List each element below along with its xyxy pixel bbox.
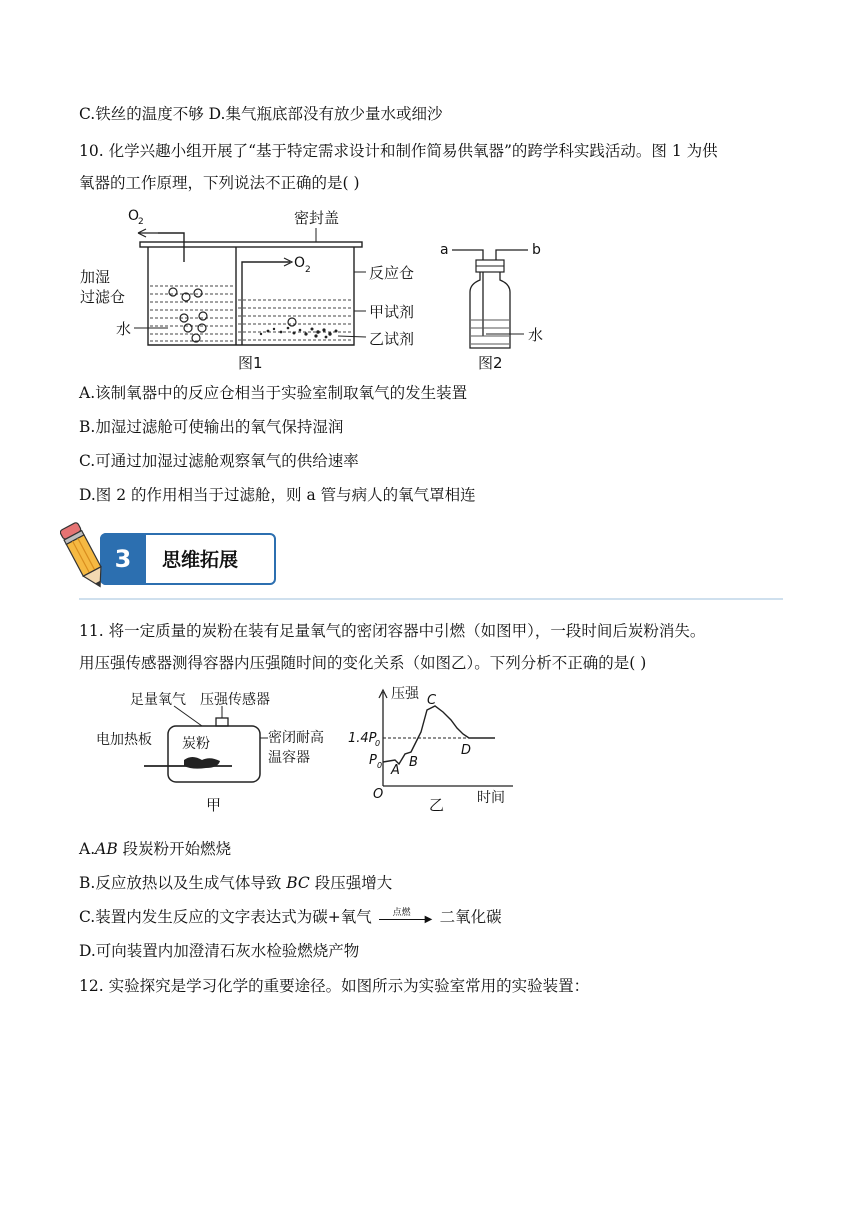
o2-inner-sub: 2	[305, 265, 311, 275]
tube-b-label: b	[532, 242, 541, 258]
q11-option-d: D.可向装置内加澄清石灰水检验燃烧产物	[79, 942, 360, 960]
o2-out-label: O	[128, 208, 140, 224]
tick-p0-sub: 0	[377, 761, 383, 770]
section-number: 3	[100, 533, 146, 585]
figure-1-caption: 图1	[238, 354, 263, 372]
q11-stem-line2: 用压强传感器测得容器内压强随时间的变化关系（如图乙）。下列分析不正确的是( )	[79, 654, 647, 672]
q12-stem: 12. 实验探究是学习化学的重要途径。如图所示为实验室常用的实验装置：	[79, 977, 590, 995]
q10-stem-line2: 氧器的工作原理，下列说法不正确的是( )	[79, 174, 360, 192]
reagent-a-label: 甲试剂	[369, 303, 415, 321]
point-d: D	[461, 743, 472, 758]
heater-label: 电加热板	[96, 732, 152, 748]
o2-inner-label: O	[294, 255, 306, 271]
container-label-1: 密闭耐高	[268, 730, 324, 746]
o2-out-sub: 2	[138, 217, 144, 227]
q11-option-c: C.装置内发生反应的文字表达式为碳+氧气 点燃 ▶ 二氧化碳	[79, 908, 502, 926]
section-divider	[79, 598, 783, 600]
q11-figure-jia	[92, 686, 342, 816]
reaction-chamber-label: 反应仓	[369, 264, 415, 282]
fig2-water-label: 水	[528, 326, 544, 344]
figure-jia-caption: 甲	[206, 796, 222, 814]
point-b: B	[409, 755, 418, 770]
carbon-label: 炭粉	[182, 736, 210, 752]
q11-stem-line1: 11. 将一定质量的炭粉在装有足量氧气的密闭容器中引燃（如图甲），一段时间后炭粉消失。	[79, 622, 706, 640]
q11-figure-yi	[345, 686, 525, 816]
figure-yi-caption: 乙	[429, 796, 445, 814]
seal-cover-label: 密封盖	[294, 209, 340, 227]
q10-figure-1	[76, 200, 446, 375]
tick-p0: P	[369, 753, 377, 768]
xaxis-label: 时间	[477, 790, 505, 806]
origin-label: O	[373, 787, 384, 802]
q10-stem-line1: 10. 化学兴趣小组开展了“基于特定需求设计和制作简易供氧器”的跨学科实践活动。图 1 为供	[79, 142, 718, 160]
sensor-label: 压强传感器	[200, 692, 270, 708]
container-label-2: 温容器	[268, 750, 310, 766]
humidify-label-1: 加湿	[80, 268, 111, 286]
point-a: A	[391, 763, 400, 778]
q10-option-d: D.图 2 的作用相当于过滤舱，则 a 管与病人的氧气罩相连	[79, 486, 476, 504]
q11-option-a: A.AB 段炭粉开始燃烧	[79, 840, 232, 858]
tick-1-4p0: 1.4P	[348, 731, 377, 746]
reaction-arrow: 点燃 ▶	[377, 906, 435, 928]
q11-option-b: B.反应放热以及生成气体导致 BC 段压强增大	[79, 874, 393, 892]
reagent-b-label: 乙试剂	[369, 330, 415, 348]
q10-figure-2	[436, 236, 556, 376]
humidify-label-2: 过滤仓	[80, 288, 126, 306]
water-label: 水	[116, 320, 132, 338]
q10-option-c: C.可通过加湿过滤舱观察氧气的供给速率	[79, 452, 359, 470]
q10-option-b: B.加湿过滤舱可使输出的氧气保持湿润	[79, 418, 344, 436]
tick-1-4p0-sub: 0	[375, 739, 381, 748]
figure-2-caption: 图2	[478, 354, 503, 372]
pencil-icon	[60, 520, 110, 592]
section-title: 思维拓展	[162, 549, 239, 571]
oxygen-label: 足量氧气	[130, 692, 186, 708]
yaxis-label: 压强	[391, 686, 419, 702]
point-c: C	[427, 693, 437, 708]
q9-options-cd: C.铁丝的温度不够 D.集气瓶底部没有放少量水或细沙	[79, 105, 443, 123]
q10-option-a: A.该制氧器中的反应仓相当于实验室制取氧气的发生装置	[79, 384, 468, 402]
tube-a-label: a	[440, 242, 449, 258]
